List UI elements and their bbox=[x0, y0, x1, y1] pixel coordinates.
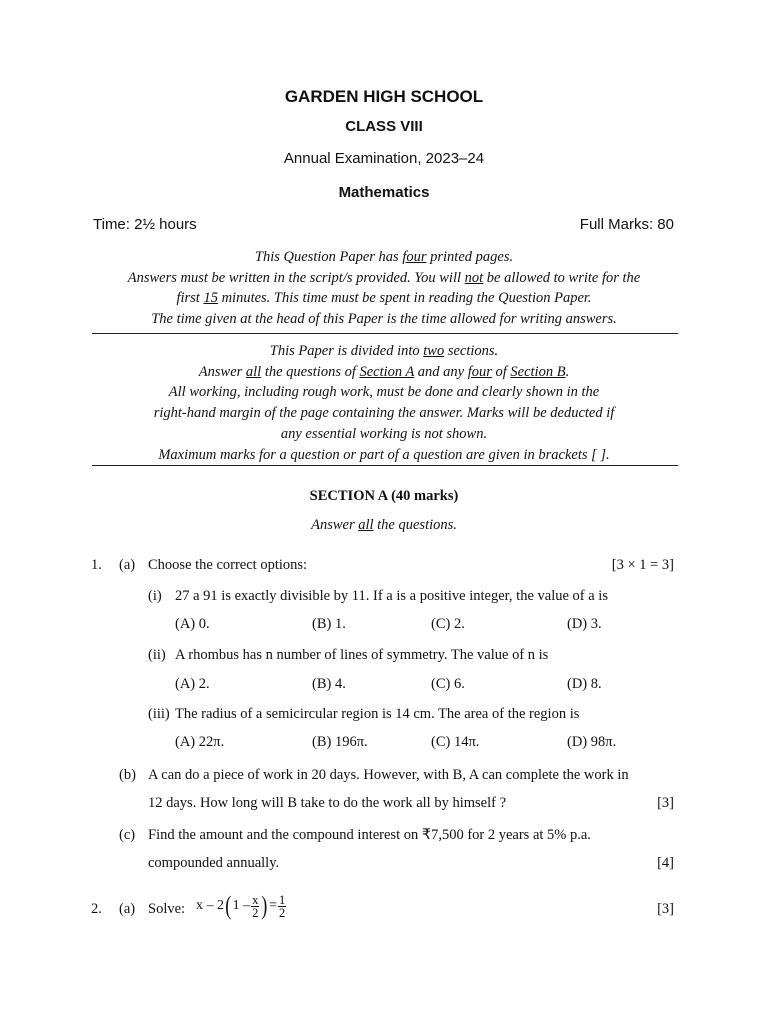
option-b: (B) 4. bbox=[312, 676, 346, 692]
question-text: A can do a piece of work in 20 days. However, with B, A can complete the work in bbox=[148, 767, 629, 783]
divider-rule bbox=[92, 333, 678, 334]
subpart-label: (iii) bbox=[148, 706, 170, 722]
instruction-line: Answer all the questions of Section A and any four of Section B. bbox=[198, 363, 570, 380]
divider-rule bbox=[92, 465, 678, 466]
instruction-line: All working, including rough work, must be done and clearly shown in the bbox=[168, 384, 600, 401]
exam-title: Annual Examination, 2023–24 bbox=[283, 150, 485, 167]
instructions-block-1 bbox=[0, 247, 768, 330]
equation-left: x – 2 bbox=[196, 898, 224, 914]
question-text: The radius of a semicircular region is 14 cm. The area of the region is bbox=[175, 706, 580, 722]
option-d: (D) 8. bbox=[567, 676, 602, 692]
option-c: (C) 14π. bbox=[431, 734, 480, 750]
class-label: CLASS VIII bbox=[345, 118, 423, 135]
instructions-block-2 bbox=[0, 341, 768, 465]
option-d: (D) 3. bbox=[567, 616, 602, 632]
instruction-line: The time given at the head of this Paper is the time allowed for writing answers. bbox=[151, 311, 617, 328]
question-text: Choose the correct options: bbox=[148, 557, 308, 573]
instruction-line: Answers must be written in the script/s provided. You will not be allowed to write for the bbox=[127, 269, 641, 286]
school-name: GARDEN HIGH SCHOOL bbox=[284, 87, 484, 106]
subject-title: Mathematics bbox=[338, 184, 430, 201]
instruction-line: This Paper is divided into two sections. bbox=[269, 343, 499, 359]
question-number: 1. bbox=[91, 557, 102, 573]
part-label: (a) bbox=[119, 557, 136, 573]
part-label: (b) bbox=[119, 767, 136, 783]
question-text: Solve: bbox=[148, 901, 186, 917]
marks-label: [4] bbox=[657, 855, 674, 871]
question-text: Find the amount and the compound interest on ₹7,500 for 2 years at 5% p.a. bbox=[148, 827, 591, 843]
marks-label: [3 × 1 = 3] bbox=[611, 557, 674, 573]
marks-label: [3] bbox=[657, 795, 674, 811]
option-b: (B) 196π. bbox=[312, 734, 368, 750]
part-label: (a) bbox=[119, 901, 136, 917]
instruction-line: right-hand margin of the page containing the answer. Marks will be deducted if bbox=[153, 405, 615, 422]
option-c: (C) 2. bbox=[431, 616, 465, 632]
instruction-line: any essential working is not shown. bbox=[280, 425, 488, 442]
subpart-label: (i) bbox=[148, 588, 162, 604]
option-a: (A) 22π. bbox=[175, 734, 225, 750]
fraction: $\frac{x}{2}$ bbox=[252, 892, 259, 920]
full-marks: Full Marks: 80 bbox=[579, 216, 674, 233]
paren-open: ( bbox=[225, 891, 232, 920]
paren-close: ) bbox=[261, 891, 268, 920]
equation bbox=[196, 893, 287, 919]
option-d: (D) 98π. bbox=[567, 734, 617, 750]
marks-label: [3] bbox=[657, 901, 674, 917]
instruction-line: Maximum marks for a question or part of a question are given in brackets [ ]. bbox=[158, 446, 610, 463]
instruction-line: first 15 minutes. This time must be spent in reading the Question Paper. bbox=[176, 290, 592, 307]
question-text: compounded annually. bbox=[148, 855, 280, 871]
equals-sign: = bbox=[269, 898, 277, 914]
question-text: A rhombus has n number of lines of symmetry. The value of n is bbox=[175, 647, 549, 663]
question-text: 12 days. How long will B take to do the work all by himself ? bbox=[148, 795, 507, 811]
question-number: 2. bbox=[91, 901, 102, 917]
time-allowed: Time: 2½ hours bbox=[93, 216, 197, 233]
option-a: (A) 0. bbox=[175, 616, 210, 632]
section-a-subtitle: Answer all the questions. bbox=[311, 517, 457, 533]
option-b: (B) 1. bbox=[312, 616, 346, 632]
section-a-title: SECTION A (40 marks) bbox=[309, 488, 459, 504]
question-text: 27 a 91 is exactly divisible by 11. If a is a positive integer, the value of a is bbox=[175, 588, 608, 604]
equation-inner: 1 – bbox=[232, 898, 251, 914]
part-label: (c) bbox=[119, 827, 136, 843]
option-c: (C) 6. bbox=[431, 676, 465, 692]
instruction-line: This Question Paper has four printed pages. bbox=[254, 249, 514, 265]
fraction: $\frac{1}{2}$ bbox=[279, 892, 286, 920]
subpart-label: (ii) bbox=[148, 647, 166, 663]
option-a: (A) 2. bbox=[175, 676, 210, 692]
